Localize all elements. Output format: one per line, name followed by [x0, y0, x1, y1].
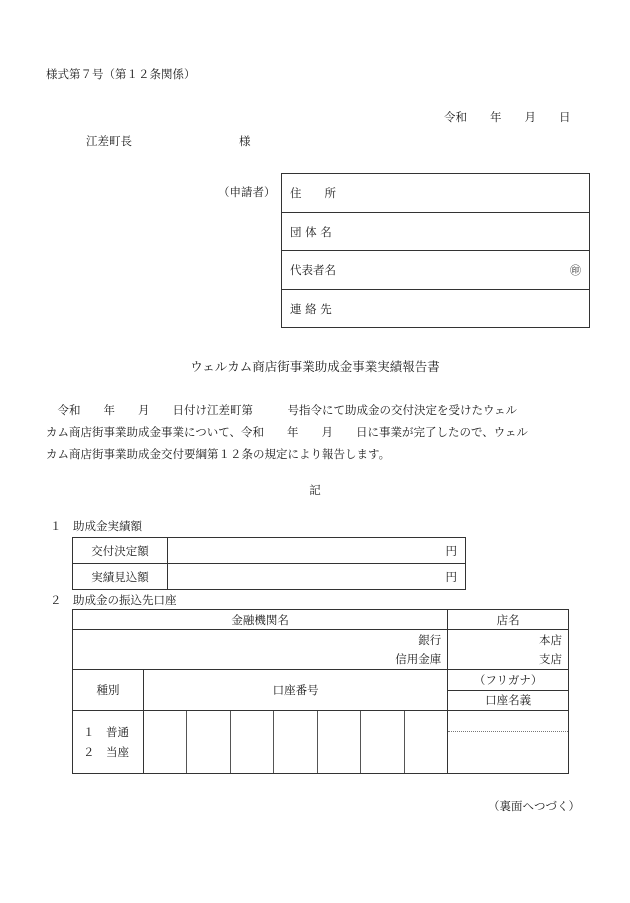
amount-table	[72, 537, 466, 590]
body-paragraph	[46, 399, 586, 465]
kind-option: ２ 当座	[83, 745, 129, 759]
applicant-box	[281, 173, 590, 328]
body-line: カム商店街事業助成金事業について、令和 年 月 日に事業が完了したので、ウェル	[46, 425, 528, 439]
table-row	[73, 630, 569, 670]
table-header-cell: 種別	[73, 670, 144, 711]
account-kind-field[interactable]	[73, 711, 144, 774]
table-row	[73, 670, 569, 691]
table-row	[73, 711, 569, 774]
furigana-line[interactable]	[448, 711, 568, 732]
table-row	[73, 564, 466, 590]
digit-box[interactable]	[405, 711, 447, 773]
branch-type: 本店	[539, 632, 562, 647]
table-header-cell: 口座番号	[144, 670, 448, 711]
table-header-cell: 交付決定額	[73, 538, 168, 564]
bank-name-field[interactable]	[73, 630, 448, 670]
field-label: 住 所	[290, 186, 336, 200]
section1-title: 助成金実績額	[73, 519, 142, 533]
table-header-cell: 金融機関名	[73, 610, 448, 630]
body-line: カム商店街事業助成金交付要綱第１２条の規定により報告します。	[46, 447, 391, 461]
honorific: 様	[239, 134, 251, 148]
applicant-address-field[interactable]	[282, 174, 589, 213]
applicant-contact-field[interactable]	[282, 290, 589, 328]
section2-number: ２	[50, 593, 62, 607]
table-header-cell: 口座名義	[448, 690, 569, 711]
document-title: ウェルカム商店街事業助成金事業実績報告書	[190, 359, 440, 374]
table-row	[73, 538, 466, 564]
kind-option: １ 普通	[83, 725, 129, 739]
field-label: 代表者名	[290, 263, 336, 277]
digit-box[interactable]	[231, 711, 274, 773]
field-label: 連 絡 先	[290, 301, 332, 316]
granted-amount-field[interactable]: 円	[168, 538, 466, 564]
bank-type: 銀行	[418, 632, 442, 647]
table-header-cell: 実績見込額	[73, 564, 168, 590]
section2-title: 助成金の振込先口座	[73, 593, 177, 607]
digit-box[interactable]	[318, 711, 361, 773]
branch-name-field[interactable]	[448, 630, 569, 670]
addressee: 江差町長	[86, 134, 132, 148]
form-number: 様式第７号（第１２条関係）	[46, 67, 196, 81]
actual-amount-field[interactable]: 円	[168, 564, 466, 590]
applicant-org-field[interactable]	[282, 213, 589, 252]
account-holder-field[interactable]	[448, 711, 569, 774]
ki-heading: 記	[309, 483, 321, 497]
bank-type: 信用金庫	[395, 651, 442, 666]
digit-box[interactable]	[361, 711, 404, 773]
date-line: 令和 年 月 日	[444, 110, 571, 124]
table-row	[73, 610, 569, 630]
table-header-cell: 店名	[448, 610, 569, 630]
field-label: 団 体 名	[290, 224, 332, 239]
body-line: 令和 年 月 日付け江差町第 号指令にて助成金の交付決定を受けたウェル	[46, 403, 518, 417]
digit-box[interactable]	[144, 711, 187, 773]
applicant-rep-field[interactable]	[282, 251, 589, 290]
applicant-label: （申請者）	[218, 185, 276, 199]
digit-box[interactable]	[274, 711, 317, 773]
digit-box[interactable]	[187, 711, 230, 773]
section1-number: １	[50, 519, 62, 533]
bank-account-table	[72, 609, 569, 774]
account-number-field[interactable]	[144, 711, 448, 774]
table-header-cell: （フリガナ）	[448, 670, 569, 691]
continued-note: （裏面へつづく）	[488, 799, 580, 813]
seal-mark: ㊞	[570, 264, 581, 277]
branch-type: 支店	[539, 651, 562, 666]
